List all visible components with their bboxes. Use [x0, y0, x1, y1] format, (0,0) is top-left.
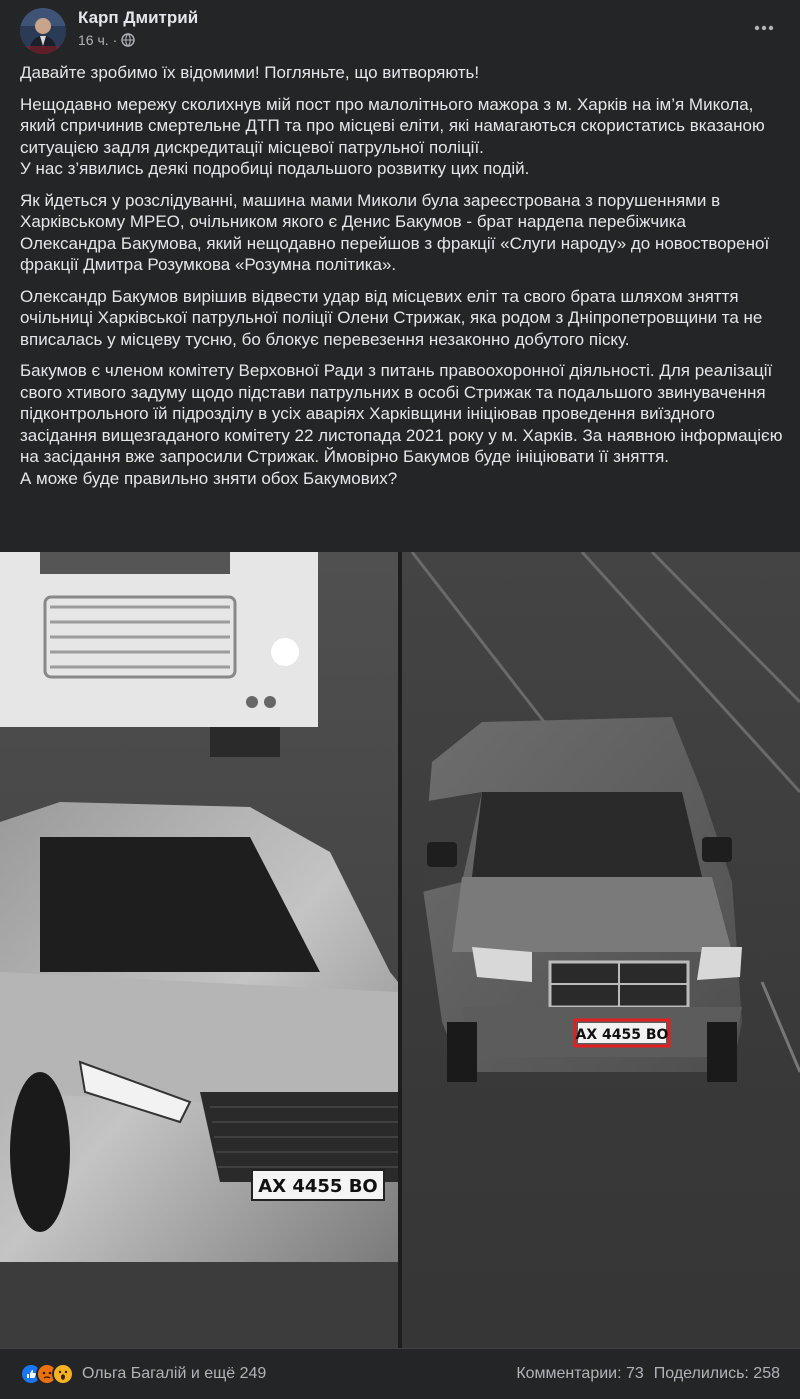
post-paragraph-2: Нещодавно мережу сколихнув мій пост про малолітнього мажора з м. Харків на ім’я Микола, який спричинив смертельне ДТП та про місцеві еліти, які намагаються скористатись вказаною ситуацією задля дискредитації місцевої патрульної поліції. У нас з’явились деякі подробиці подальшого розвитку цих подій.	[20, 94, 765, 178]
post-time[interactable]: 16 ч.	[78, 32, 109, 48]
avatar-image	[20, 8, 66, 54]
comments-count[interactable]: Комментарии: 73	[516, 1365, 644, 1382]
wow-icon[interactable]	[52, 1363, 74, 1385]
author-avatar[interactable]	[20, 8, 66, 54]
globe-icon[interactable]	[121, 33, 135, 47]
post-meta	[78, 32, 135, 48]
post-paragraph-1: Давайте зробимо їх відомими! Погляньте, що витворяють!	[20, 63, 480, 82]
more-dots-icon[interactable]	[750, 14, 778, 42]
right-plate-number: AX 4455 BO	[575, 1027, 669, 1043]
reactions-summary[interactable]	[20, 1363, 266, 1385]
left-plate-number: AX 4455 BO	[258, 1176, 378, 1197]
post-body	[20, 62, 785, 499]
shares-count[interactable]: Поделились: 258	[653, 1365, 780, 1382]
author-name[interactable]: Карп Дмитрий	[78, 8, 199, 27]
post-footer	[0, 1348, 800, 1399]
photo-right-dodge[interactable]	[402, 552, 800, 1348]
photo-collage	[0, 552, 800, 1348]
post-paragraph-3: Як йдеться у розслідуванні, машина мами Миколи була зареєстрована з порушеннями в Харківському МРЕО, очільником якого є Денис Бакумов - брат нардепа перебіжчика Олександра Бакумова, який нещодавно перейшов з фракції «Слуги народу» до новоствореної фракції Дмитра Розумкова «Розумна політика».	[20, 190, 770, 274]
photo-left-infiniti[interactable]	[0, 552, 398, 1348]
meta-separator: ·	[112, 32, 118, 48]
reactors-text[interactable]: Ольга Багалій и ещё 249	[82, 1365, 267, 1382]
post-paragraph-4: Олександр Бакумов вирішив відвести удар від місцевих еліт та свого брата шляхом зняття очільниці Харківської патрульної поліції Олени Стрижак, яка родом з Дніпропетровщини та не вписалась у місцеву тусню, бо блокує перевезення незаконно добутого піску.	[20, 286, 763, 349]
engagement-counts	[516, 1365, 780, 1383]
post-header	[0, 0, 800, 56]
post-paragraph-5: Бакумов є членом комітету Верховної Ради з питань правоохоронної діяльності. Для реалізації свого хтивого задуму щодо підстави патрульних в особі Стрижак та подальшого звинувачення підконтрольного їй підрозділу в усіх аваріях Харківщини ініціював проведення виїздного засідання вищезгаданого комітету 22 листопада 2021 року у м. Харків. За наявною інформацією на засідання вже запросили Стрижак. Ймовірно Бакумов буде ініціювати її зняття. А може буде правильно зняти обох Бакумових?	[20, 361, 783, 488]
